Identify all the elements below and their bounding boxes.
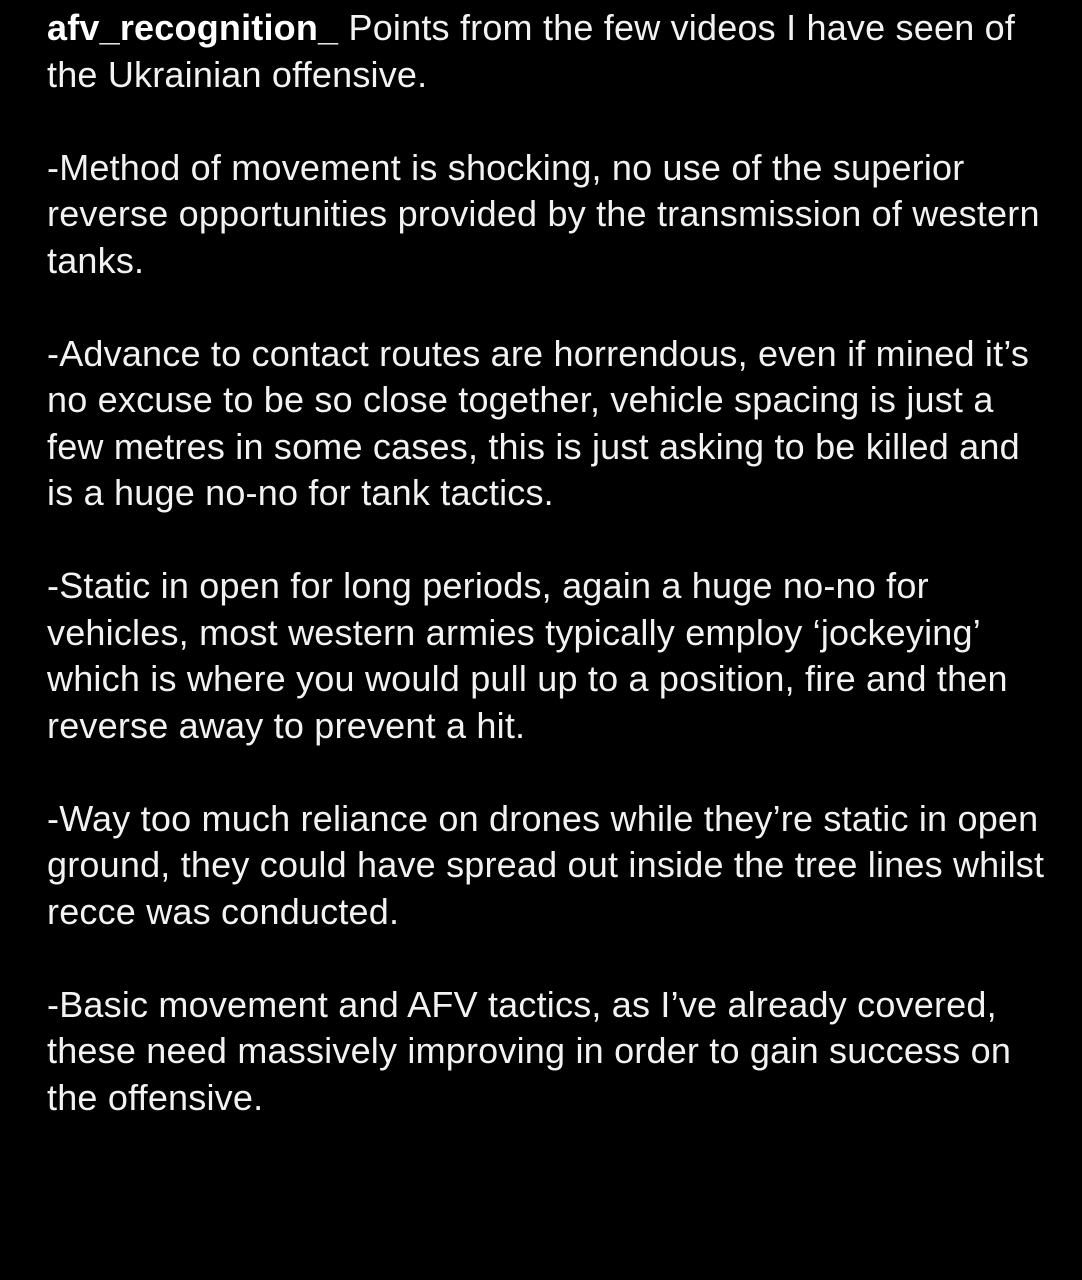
paragraph-spacer — [47, 284, 1047, 331]
caption-intro-text: Points from the few videos I have seen of the Ukrainian offensive. — [47, 7, 1016, 95]
point-4: -Way too much reliance on drones while they’re static in open ground, they could have spread out inside the tree lines whilst recce was conducted. — [47, 797, 1045, 932]
post-caption — [47, 5, 1047, 1121]
point-2: -Advance to contact routes are horrendous, even if mined it’s no excuse to be so close together, vehicle spacing is just a few metres in some cases, this is just asking to be killed and is a huge no-no for tank tactics. — [47, 332, 1030, 513]
paragraph-spacer — [47, 98, 1047, 145]
username-link[interactable]: afv_recognition_ — [47, 7, 339, 48]
point-3: -Static in open for long periods, again a huge no-no for vehicles, most western armies typically employ ‘jockeying’ which is where you would pull up to a position, fire and then reverse away to prevent a hit. — [47, 565, 1008, 746]
caption-intro — [47, 5, 1047, 98]
point-5: -Basic movement and AFV tactics, as I’ve already covered, these need massively improving in order to gain success on the offensive. — [47, 983, 1012, 1118]
paragraph-spacer — [47, 749, 1047, 796]
paragraph-spacer — [47, 517, 1047, 564]
paragraph-spacer — [47, 935, 1047, 982]
point-1: -Method of movement is shocking, no use of the superior reverse opportunities provided by the transmission of western tanks. — [47, 146, 1040, 281]
